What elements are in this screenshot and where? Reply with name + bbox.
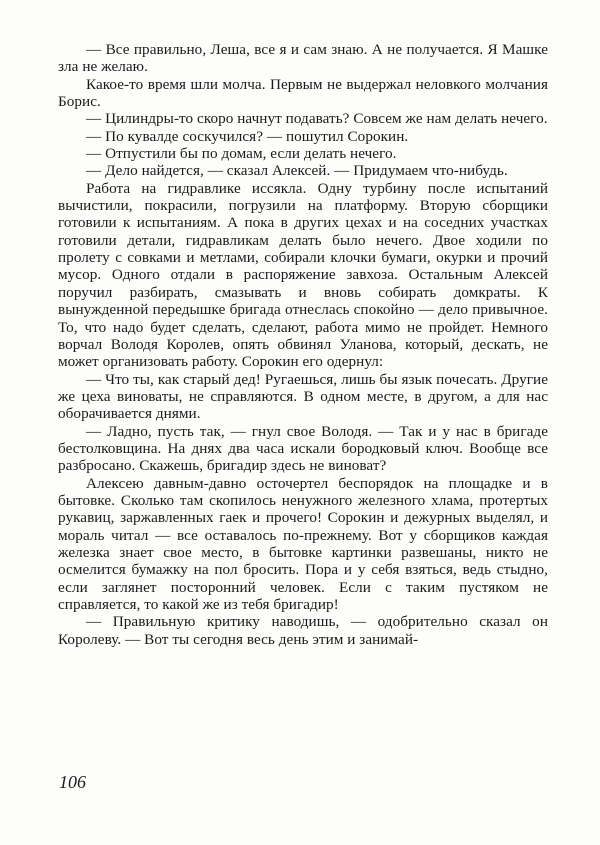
paragraph-7: Работа на гидравлике иссякла. Одну турбину после испытаний вычистили, покрасили, погрузили на платформу. Вторую сборщики готовили к испытаниям. А пока в других цехах и на соседних участках готовили детали, гидравликам делать было нечего. Двое ходили по пролету с совками и метлами, собирали клочки бумаги, окурки и прочий мусор. Одного отдали в распоряжение завхоза. Остальным Алексей поручил разбирать, смазывать и вновь собирать домкраты. К вынужденной передышке бригада отнеслась спокойно — дело привычное. То, что надо будет сделать, сделают, работа мимо не пройдет. Немного ворчал Володя Королев, опять обвинял Уланова, который, дескать, не может организовать работу. Сорокин его одернул:: [58, 179, 548, 371]
paragraph-11: — Правильную критику наводишь, — одобрительно сказал он Королеву. — Вот ты сегодня весь день этим и занимай-: [58, 613, 548, 648]
paragraph-4: — По кувалде соскучился? — пошутил Сорокин.: [86, 127, 409, 145]
body-text: [58, 41, 548, 648]
paragraph-6: — Дело найдется, — сказал Алексей. — Придумаем что-нибудь.: [86, 162, 508, 180]
paragraph-1: — Все правильно, Леша, все я и сам знаю. А не получается. Я Машке зла не желаю.: [58, 41, 548, 76]
paragraph-2: Какое-то время шли молча. Первым не выдержал неловкого молчания Борис.: [58, 75, 548, 111]
paragraph-8: — Что ты, как старый дед! Ругаешься, лишь бы язык почесать. Другие же цеха виноваты, не справляются. В одном месте, в другом, а для нас оборачивается днями.: [58, 370, 548, 423]
page-number: 106: [59, 772, 86, 792]
paragraph-5: — Отпустили бы по домам, если делать нечего.: [86, 145, 397, 163]
paragraph-9: — Ладно, пусть так, — гнул свое Володя. — Так и у нас в бригаде бестолковщина. На днях два часа искали бородковый ключ. Вообще все разбросано. Скажешь, бригадир здесь не виноват?: [58, 422, 548, 475]
paragraph-10: Алексею давным-давно осточертел беспорядок на площадке и в бытовке. Сколько там скопилось ненужного железного хлама, протертых рукавиц, заржавленных гаек и прочего! Сорокин и дежурных выделял, и мораль читал — все оставалось по-прежнему. Вот у сборщиков каждая железка знает свое место, в бытовке картинки развешаны, никто не осмелится бумажку на пол бросить. Пора и у себя взяться, ведь стыдно, если заглянет посторонний человек. Если с таким пустяком не справляется, то какой же из тебя бригадир!: [58, 474, 548, 613]
paragraph-3: — Цилиндры-то скоро начнут подавать? Совсем же нам делать нечего.: [86, 110, 548, 128]
